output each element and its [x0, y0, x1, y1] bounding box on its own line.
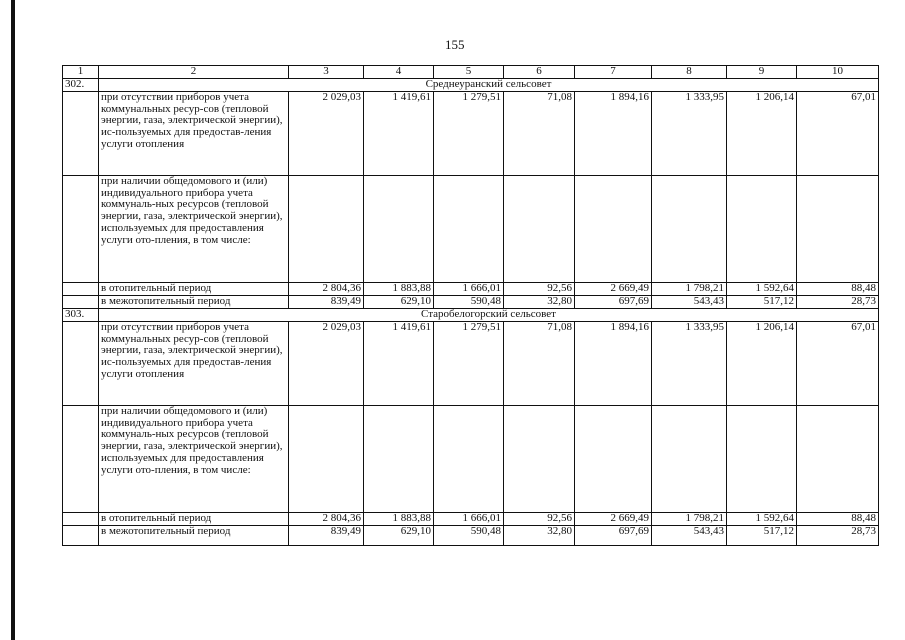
value-cell: 590,48 — [434, 526, 504, 546]
column-number-row — [63, 66, 879, 79]
value-cell: 1 279,51 — [434, 92, 504, 176]
value-cell: 28,73 — [797, 296, 879, 309]
value-cell: 1 206,14 — [727, 92, 797, 176]
value-cell: 71,08 — [504, 322, 575, 406]
value-cell: 1 666,01 — [434, 513, 504, 526]
row-without-meters — [63, 322, 879, 406]
value-cell — [364, 176, 434, 283]
row-description: в межотопительный период — [99, 526, 289, 546]
row-description: в межотопительный период — [99, 296, 289, 309]
row-description: в отопительный период — [99, 513, 289, 526]
value-cell: 2 804,36 — [289, 513, 364, 526]
value-cell: 1 279,51 — [434, 322, 504, 406]
row-heating-period — [63, 283, 879, 296]
value-cell — [652, 176, 727, 283]
value-cell: 1 894,16 — [575, 322, 652, 406]
value-cell — [364, 406, 434, 513]
value-cell: 71,08 — [504, 92, 575, 176]
row-interheating-period — [63, 296, 879, 309]
value-cell: 1 666,01 — [434, 283, 504, 296]
value-cell: 92,56 — [504, 283, 575, 296]
value-cell: 517,12 — [727, 296, 797, 309]
empty-number-cell — [63, 92, 99, 176]
value-cell: 2 029,03 — [289, 92, 364, 176]
row-description: при наличии общедомового и (или) индивидуального прибора учета коммуналь-ных ресурсов (тепловой энергии, газа, электрической энергии), используемых для предоставления услуги ото-пления, в том числе: — [99, 406, 289, 513]
column-number-cell: 2 — [99, 66, 289, 79]
section-number: 303. — [63, 309, 99, 322]
section-title: Среднеуранский сельсовет — [99, 79, 879, 92]
value-cell: 517,12 — [727, 526, 797, 546]
empty-number-cell — [63, 296, 99, 309]
value-cell — [797, 406, 879, 513]
value-cell — [575, 406, 652, 513]
row-with-meters — [63, 176, 879, 283]
value-cell: 2 669,49 — [575, 513, 652, 526]
value-cell — [289, 176, 364, 283]
row-description: при наличии общедомового и (или) индивидуального прибора учета коммуналь-ных ресурсов (тепловой энергии, газа, электрической энергии), используемых для предоставления услуги ото-пления, в том числе: — [99, 176, 289, 283]
value-cell — [652, 406, 727, 513]
table-body — [63, 66, 879, 546]
empty-number-cell — [63, 406, 99, 513]
section-title-row — [63, 79, 879, 92]
column-number-cell: 6 — [504, 66, 575, 79]
column-number-cell: 9 — [727, 66, 797, 79]
page-number: 155 — [445, 37, 465, 52]
value-cell — [575, 176, 652, 283]
column-number-cell: 1 — [63, 66, 99, 79]
value-cell: 1 333,95 — [652, 92, 727, 176]
value-cell — [434, 176, 504, 283]
value-cell: 1 333,95 — [652, 322, 727, 406]
value-cell — [727, 176, 797, 283]
value-cell: 1 419,61 — [364, 92, 434, 176]
value-cell: 67,01 — [797, 322, 879, 406]
value-cell: 590,48 — [434, 296, 504, 309]
value-cell: 28,73 — [797, 526, 879, 546]
column-number-cell: 10 — [797, 66, 879, 79]
value-cell: 1 798,21 — [652, 513, 727, 526]
value-cell: 839,49 — [289, 296, 364, 309]
value-cell: 2 669,49 — [575, 283, 652, 296]
row-description: в отопительный период — [99, 283, 289, 296]
value-cell: 88,48 — [797, 513, 879, 526]
value-cell: 629,10 — [364, 296, 434, 309]
binding-edge-line — [11, 0, 15, 640]
value-cell: 92,56 — [504, 513, 575, 526]
value-cell: 2 804,36 — [289, 283, 364, 296]
value-cell: 1 592,64 — [727, 283, 797, 296]
row-heating-period — [63, 513, 879, 526]
empty-number-cell — [63, 176, 99, 283]
row-without-meters — [63, 92, 879, 176]
value-cell — [504, 176, 575, 283]
section-title: Старобелогорский сельсовет — [99, 309, 879, 322]
column-number-cell: 4 — [364, 66, 434, 79]
value-cell: 1 206,14 — [727, 322, 797, 406]
row-with-meters — [63, 406, 879, 513]
value-cell: 697,69 — [575, 526, 652, 546]
empty-number-cell — [63, 322, 99, 406]
value-cell: 1 419,61 — [364, 322, 434, 406]
empty-number-cell — [63, 513, 99, 526]
value-cell — [434, 406, 504, 513]
value-cell: 1 894,16 — [575, 92, 652, 176]
row-interheating-period — [63, 526, 879, 546]
tariff-table — [62, 65, 879, 546]
column-number-cell: 7 — [575, 66, 652, 79]
row-description: при отсутствии приборов учета коммунальных ресур-сов (тепловой энергии, газа, электрической энергии), ис-пользуемых для предостав-ления услуги отопления — [99, 322, 289, 406]
value-cell: 543,43 — [652, 296, 727, 309]
value-cell — [504, 406, 575, 513]
value-cell — [797, 176, 879, 283]
section-title-row — [63, 309, 879, 322]
value-cell: 543,43 — [652, 526, 727, 546]
value-cell — [289, 406, 364, 513]
value-cell: 67,01 — [797, 92, 879, 176]
column-number-cell: 3 — [289, 66, 364, 79]
section-number: 302. — [63, 79, 99, 92]
row-description: при отсутствии приборов учета коммунальных ресур-сов (тепловой энергии, газа, электрической энергии), ис-пользуемых для предостав-ления услуги отопления — [99, 92, 289, 176]
value-cell: 1 592,64 — [727, 513, 797, 526]
value-cell: 629,10 — [364, 526, 434, 546]
empty-number-cell — [63, 526, 99, 546]
column-number-cell: 8 — [652, 66, 727, 79]
value-cell: 88,48 — [797, 283, 879, 296]
value-cell: 1 883,88 — [364, 283, 434, 296]
value-cell: 697,69 — [575, 296, 652, 309]
value-cell: 1 798,21 — [652, 283, 727, 296]
empty-number-cell — [63, 283, 99, 296]
value-cell: 32,80 — [504, 296, 575, 309]
value-cell: 839,49 — [289, 526, 364, 546]
value-cell — [727, 406, 797, 513]
value-cell: 2 029,03 — [289, 322, 364, 406]
value-cell: 1 883,88 — [364, 513, 434, 526]
column-number-cell: 5 — [434, 66, 504, 79]
value-cell: 32,80 — [504, 526, 575, 546]
